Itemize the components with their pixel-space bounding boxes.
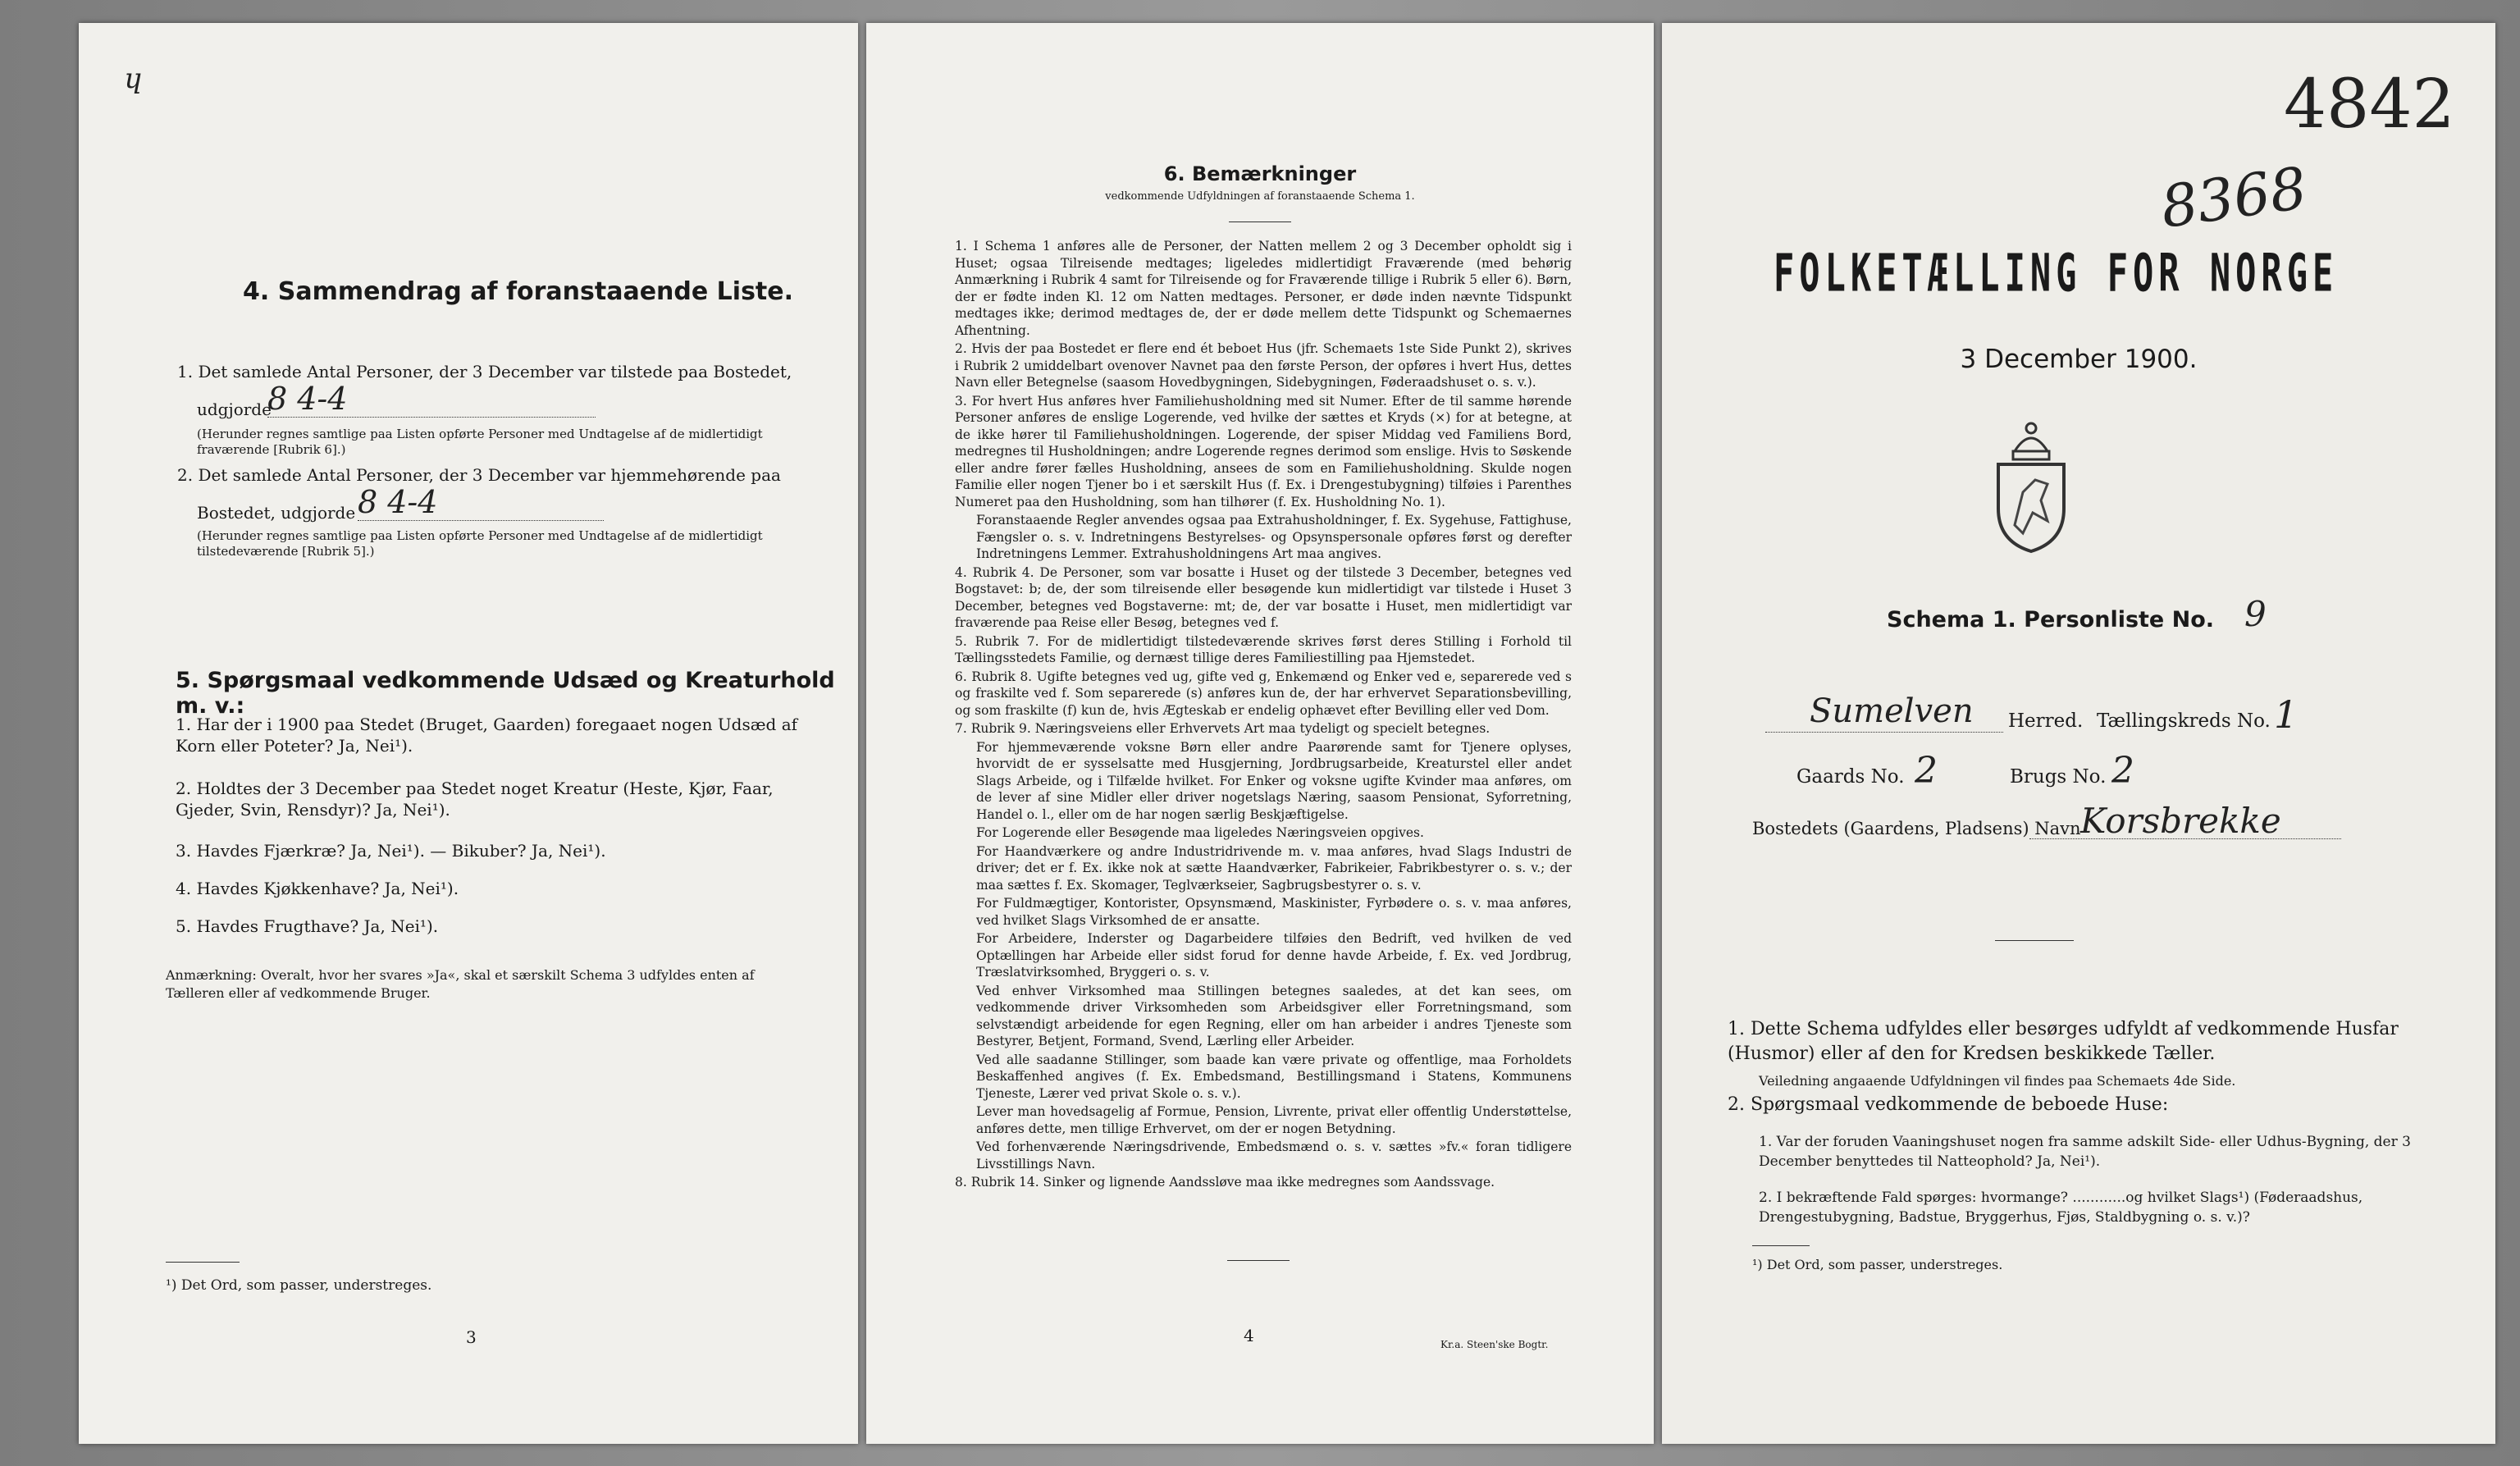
item-1-note: (Herunder regnes samtlige paa Listen opførte Personer med Undtagelse af de midlertidigt fraværende [Rubrik 6].)	[197, 427, 763, 457]
remark-paragraph: Ved alle saadanne Stillinger, som baade kan være private og offentlige, maa Forholdets Beskaffenhed angives (f. Ex. Embedsmand, Bestillingsmand i Statens, Kommunens Tjeneste, Lærer ved privat Skole o. s. v.).	[976, 1052, 1572, 1101]
remarks-subtitle: vedkommende Udfyldningen af foranstaaende Schema 1.	[1105, 190, 1415, 203]
schema-number: 9	[2244, 594, 2267, 634]
instruction-2-1: 1. Var der foruden Vaaningshuset nogen fra samme adskilt Side- eller Udhus-Bygning, der 3 December benyttedes til Natteophold? Ja, Nei¹).	[1759, 1134, 2411, 1170]
remark-paragraph: 6. Rubrik 8. Ugifte betegnes ved ug, gifte ved g, Enkemænd og Enker ved e, separerede ved s og fraskilte ved f. Som separerede (s) anføres kun de, der har erhvervet Separationsbevilling, og som fraskilte (f) kun de, hvis Ægteskab er endelig ophævet efter Bevilling eller ved Dom.	[955, 669, 1572, 718]
page-number: 3	[466, 1327, 477, 1347]
question-2: 2. Holdtes der 3 December paa Stedet noget Kreatur (Heste, Kjør, Faar, Gjeder, Svin, Rensdyr)? Ja, Nei¹).	[176, 779, 774, 820]
instruction-1: 1. Dette Schema udfyldes eller besørges udfyldt af vedkommende Husfar (Husmor) eller af den for Kredsen beskikkede Tæller.	[1728, 1019, 2399, 1064]
remark-paragraph: For Logerende eller Besøgende maa ligeledes Næringsveien opgives.	[976, 825, 1424, 840]
section-4-title: 4. Sammendrag af foranstaaende Liste.	[243, 277, 794, 306]
question-4: 4. Havdes Kjøkkenhave? Ja, Nei¹).	[176, 879, 459, 898]
item-2-bostedet: Bostedet, udgjorde	[197, 503, 356, 523]
brugs-value: 2	[2111, 750, 2134, 792]
page-4-remarks	[866, 23, 1654, 1444]
instruction-2: 2. Spørgsmaal vedkommende de beboede Huse:	[1728, 1094, 2169, 1115]
bosted-value: Korsbrekke	[2080, 801, 2281, 841]
footnote: ¹) Det Ord, som passer, understreges.	[166, 1277, 432, 1294]
remark-paragraph: For hjemmeværende voksne Børn eller andre Paarørende samt for Tjenere oplyses, hvorvidt de er sysselsatte med Husgjerning, Jordbrugsarbeide, Kreaturstel eller andet Slags Arbeide, og i Tilfælde hvilket. For Enker og voksne ugifte Kvinder maa anføres, om de lever af sine Midler eller driver nogetslags Næring, saasom Pensionat, Syforretning, Handel o. l., eller om de har nogen særlig Beskjæftigelse.	[976, 739, 1572, 822]
remark-paragraph: Foranstaaende Regler anvendes ogsaa paa Extrahusholdninger, f. Ex. Sygehuse, Fattighuse, Fængsler o. s. v. Indretningens Bestyrelses- og Opsynspersonale opføres først og derefter Indretningens Lemmer. Extrahusholdningens Art maa angives.	[976, 513, 1572, 561]
brugs-label: Brugs No.	[2010, 766, 2107, 788]
footnote: ¹) Det Ord, som passer, understreges.	[1752, 1257, 2003, 1272]
schema-label: Schema 1. Personliste No.	[1887, 607, 2215, 633]
remark-paragraph: 5. Rubrik 7. For de midlertidigt tilstedeværende skrives først deres Stilling i Forhold til Tællingsstedets Familie, og dernæst tillige deres Familiestilling paa Hjemstedet.	[955, 633, 1572, 665]
item-2-note: (Herunder regnes samtlige paa Listen opførte Personer med Undtagelse af de midlertidigt tilstedeværende [Rubrik 5].)	[197, 528, 763, 559]
section-5-title: 5. Spørgsmaal vedkommende Udsæd og Kreaturhold m. v.:	[176, 668, 835, 719]
item-2-value: 8 4-4	[358, 484, 604, 521]
item-1-value: 8 4-4	[267, 381, 596, 418]
herred-value: Sumelven	[1810, 692, 1974, 730]
remark-paragraph: For Haandværkere og andre Industridrivende m. v. maa anføres, hvad Slags Industri de driver; det er f. Ex. ikke nok at sætte Haandværker, Fabrikeier, Fabrikbestyrer o. s. v.; der maa sættes f. Ex. Skomager, Teglværkseier, Sagbrugsbestyrer o. s. v.	[976, 843, 1572, 893]
main-title: FOLKETÆLLING FOR NORGE	[1774, 243, 2339, 304]
herred-label: Herred.	[2008, 710, 2084, 732]
kreds-value: 1	[2274, 692, 2299, 737]
question-5: 5. Havdes Frugthave? Ja, Nei¹).	[176, 916, 439, 936]
coat-of-arms-icon	[1990, 418, 2072, 555]
archive-number-2: 8368	[2157, 154, 2311, 241]
bosted-label: Bostedets (Gaardens, Pladsens) Navn	[1752, 819, 2081, 838]
printer-mark: Kr.a. Steen'ske Bogtr.	[1440, 1339, 1549, 1350]
instruction-2-2: 2. I bekræftende Fald spørges: hvormange? ............og hvilket Slags¹) (Føderaadshus, Drengestubygning, Badstue, Bryggerhus, Fjøs, Staldbygning o. s. v.)?	[1759, 1190, 2363, 1226]
page-1-cover	[1662, 23, 2495, 1444]
remark-paragraph: 4. Rubrik 4. De Personer, som var bosatte i Huset og der tilstede 3 December, betegnes ved Bogstavet: b; de, der som tilreisende eller besøgende kun midlertidigt var tilstede i Huset 3 December, betegnes ved Bogstaverne: mt; de, der var bosatte i Huset, men midlertidigt var fraværende paa Reise eller Besøg, betegnes ved f.	[955, 564, 1572, 630]
remark-paragraph: Ved enhver Virksomhed maa Stillingen betegnes saaledes, at det kan sees, om vedkommende driver Virksomheden som Arbeidsgiver eller Forretningsmand, som selvstændigt arbeidende for egen Regning, eller om han arbeider i andres Tjeneste som Bestyrer, Betjent, Formand, Svend, Lærling eller Arbeider.	[976, 983, 1572, 1048]
remark-paragraph: 7. Rubrik 9. Næringsveiens eller Erhvervets Art maa tydeligt og specielt betegnes.	[955, 721, 1491, 736]
corner-mark: ɥ	[125, 62, 143, 95]
remark: Anmærkning: Overalt, hvor her svares »Ja«, skal et særskilt Schema 3 udfyldes enten af Tælleren eller af vedkommende Bruger.	[166, 967, 755, 1001]
remark-paragraph: Lever man hovedsagelig af Formue, Pension, Livrente, privat eller offentlig Understøttelse, anføres dette, men tillige Erhvervet, om der er nogen Betydning.	[976, 1104, 1572, 1136]
remark-paragraph: 8. Rubrik 14. Sinker og lignende Aandssløve maa ikke medregnes som Aandssvage.	[955, 1175, 1495, 1190]
item-2-text: 2. Det samlede Antal Personer, der 3 December var hjemmehørende paa	[177, 465, 781, 485]
remark-paragraph: Ved forhenværende Næringsdrivende, Embedsmænd o. s. v. sættes »fv.« foran tidligere Livsstillings Navn.	[976, 1139, 1572, 1171]
remark-paragraph: For Arbeidere, Inderster og Dagarbeidere tilføies den Bedrift, ved hvilken de ved Optællingen har Arbeide eller sidst forud for denne havde Arbeide, f. Ex. ved Jordbrug, Træslatvirksomhed, Bryggeri o. s. v.	[976, 931, 1572, 980]
remarks-title: 6. Bemærkninger	[1163, 162, 1357, 185]
remark-paragraph: 2. Hvis der paa Bostedet er flere end ét beboet Hus (jfr. Schemaets 1ste Side Punkt 2), skrives i Rubrik 2 umiddelbart ovenover Navnet paa den første Person, der opføres i hvert Hus, dettes Navn eller Betegnelse (saasom Hovedbygningen, Sidebygningen, Føderaadshuset o. s. v.).	[955, 341, 1572, 390]
page-number: 4	[1244, 1326, 1254, 1345]
question-3: 3. Havdes Fjærkræ? Ja, Nei¹). — Bikuber? Ja, Nei¹).	[176, 841, 606, 861]
item-1-udgjorde: udgjorde	[197, 400, 272, 419]
item-1-text: 1. Det samlede Antal Personer, der 3 December var tilstede paa Bostedet,	[177, 362, 792, 381]
question-1: 1. Har der i 1900 paa Stedet (Bruget, Gaarden) foregaaet nogen Udsæd af Korn eller Poteter? Ja, Nei¹).	[176, 715, 798, 756]
gaards-value: 2	[1915, 750, 1938, 792]
archive-number-1: 4842	[2284, 66, 2455, 144]
instruction-1-sub: Veiledning angaaende Udfyldningen vil findes paa Schemaets 4de Side.	[1759, 1073, 2236, 1089]
remark-paragraph: 3. For hvert Hus anføres hver Familiehusholdning med sit Numer. Efter de til samme hørende Personer anføres de enslige Logerende, ved hvilke der sættes et Kryds (×) for at betegne, at de ikke hører til Familiehusholdningen. Logerende, der spiser Middag ved Familiens Bord, medregnes til Husholdningen; andre Logerende regnes derimod som enslige. Hvis to Søskende eller andre fører fælles Husholdning, ansees de som en Familiehusholdning. Skulde nogen Familie eller nogen Tjener bo i et særskilt Hus (f. Ex. i Drengestubygning) tilføies i Parenthes Numeret paa den Husholdning, som han tilhører (f. Ex. Husholdning No. 1).	[955, 393, 1572, 509]
remark-paragraph: 1. I Schema 1 anføres alle de Personer, der Natten mellem 2 og 3 December opholdt sig i Huset; ogsaa Tilreisende medtages; ligeledes midlertidigt Fraværende (med behørig Anmærkning i Rubrik 4 samt for Tilreisende og for Fraværende tillige i Rubrik 5 eller 6). Børn, der er fødte inden Kl. 12 om Natten medtages. Personer, er døde inden nævnte Tidspunkt medtages ikke; derimod medtages de, der er døde mellem dette Tidspunkt og Schemaernes Afhentning.	[955, 239, 1572, 338]
gaards-label: Gaards No.	[1796, 766, 1905, 788]
remark-paragraph: For Fuldmægtiger, Kontorister, Opsynsmænd, Maskinister, Fyrbødere o. s. v. maa anføres, ved hvilket Slags Virksomhed de er ansatte.	[976, 896, 1572, 928]
census-date: 3 December 1900.	[1960, 345, 2198, 374]
page-3-summary	[79, 23, 858, 1444]
remarks-list	[955, 238, 1572, 1193]
kreds-label: Tællingskreds No.	[2097, 710, 2271, 732]
